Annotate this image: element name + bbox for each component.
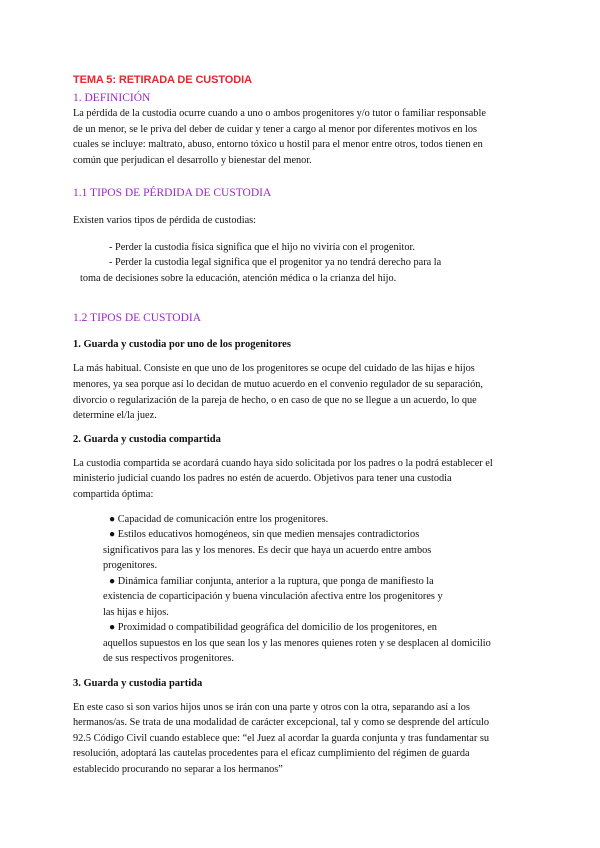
bullet-item-wrap: aquellos supuestos en los que sean los y las menores quienes roten y se desplacen al domicilio <box>103 637 491 649</box>
tipos-perdida-heading: 1.1 TIPOS DE PÉRDIDA DE CUSTODIA <box>73 187 272 200</box>
custodia-compartida-paragraph <box>73 456 533 503</box>
bullet-item-wrap: significativos para las y los menores. Es decir que haya un acuerdo entre ambos <box>103 544 432 556</box>
text-line: 92.5 Código Civil cuando establece que: “el Juez al acordar la guarda conjunta y tras fundamentar su <box>73 732 490 744</box>
text-line: establecido procurando no separar a los hermanos” <box>73 764 283 775</box>
list-item: - Perder la custodia física significa que el hijo no viviría con el progenitor. <box>109 241 415 253</box>
text-line: En este caso si son varios hijos unos se irán con una parte y otros con la otra, separando así a los <box>73 701 470 713</box>
bullet-item-wrap: las hijas e hijos. <box>103 606 169 618</box>
text-line: ministerio judicial cuando los padres no estén de acuerdo. Objetivos para tener una custodia <box>73 473 452 485</box>
bullet-item-wrap: de sus respectivos progenitores. <box>103 653 234 665</box>
custodia-partida-paragraph <box>73 700 533 778</box>
tipos-custodia-heading: 1.2 TIPOS DE CUSTODIA <box>73 312 202 325</box>
definicion-paragraph <box>73 106 533 168</box>
text-line: hermanos/as. Se trata de una modalidad de carácter excepcional, tal y como se desprende del artículo <box>73 717 489 729</box>
bullet-item: ● Proximidad o compatibilidad geográfica del domicilio de los progenitores, en <box>109 622 437 634</box>
text-line: menores, ya sea porque así lo decidan de mutuo acuerdo en el convenio regulador de su separación, <box>73 379 484 391</box>
bullet-item: ● Estilos educativos homogéneos, sin que medien mensajes contradictorios <box>109 529 420 541</box>
text-line: determine el/la juez. <box>73 410 157 422</box>
document-content <box>73 73 533 778</box>
tipos-perdida-list <box>73 240 533 287</box>
text-line: La más habitual. Consiste en que uno de los progenitores se ocupe del cuidado de las hijas e hijos <box>73 363 475 375</box>
list-item-wrap: toma de decisiones sobre la educación, atención médica o la crianza del hijo. <box>80 272 397 284</box>
definicion-heading: 1. DEFINICIÓN <box>73 92 151 104</box>
text-line: La custodia compartida se acordará cuando haya sido solicitada por los padres o la podrá establecer el <box>73 457 493 469</box>
custodia-uno-heading: 1. Guarda y custodia por uno de los progenitores <box>73 339 291 351</box>
text-line: compartida óptima: <box>73 489 154 501</box>
text-line: divorcio o regularización de la pareja de hecho, o en caso de que no se llegue a un acuerdo, lo que <box>73 394 477 406</box>
bullet-item-wrap: existencia de coparticipación y buena vinculación afectiva entre los progenitores y <box>103 591 443 603</box>
text-line: de un menor, se le priva del deber de cuidar y tener a cargo al menor por diferentes motivos en los <box>73 123 477 135</box>
tema-title: TEMA 5: RETIRADA DE CUSTODIA <box>73 74 252 86</box>
text-line: común que perjudican el desarrollo y bienestar del menor. <box>73 154 312 166</box>
custodia-partida-heading: 3. Guarda y custodia partida <box>73 677 203 689</box>
bullet-item: ● Dinámica familiar conjunta, anterior a la ruptura, que ponga de manifiesto la <box>109 575 434 587</box>
tipos-perdida-intro: Existen varios tipos de pérdida de custodias: <box>73 215 257 227</box>
list-item: - Perder la custodia legal significa que el progenitor ya no tendrá derecho para la <box>109 257 442 269</box>
bullet-item: ● Capacidad de comunicación entre los progenitores. <box>109 513 329 525</box>
text-line: La pérdida de la custodia ocurre cuando a uno o ambos progenitores y/o tutor o familiar responsable <box>73 108 486 119</box>
custodia-compartida-heading: 2. Guarda y custodia compartida <box>73 433 221 445</box>
text-line: resolución, adoptará las cautelas procedentes para el eficaz cumplimiento del régimen de guarda <box>73 748 470 760</box>
bullet-item-wrap: progenitores. <box>103 560 158 572</box>
objetivos-list <box>73 512 533 667</box>
custodia-uno-paragraph <box>73 361 533 423</box>
text-line: cuales se incluye: maltrato, abuso, entorno tóxico u hostil para el menor entre otros, todos tienen en <box>73 139 483 151</box>
